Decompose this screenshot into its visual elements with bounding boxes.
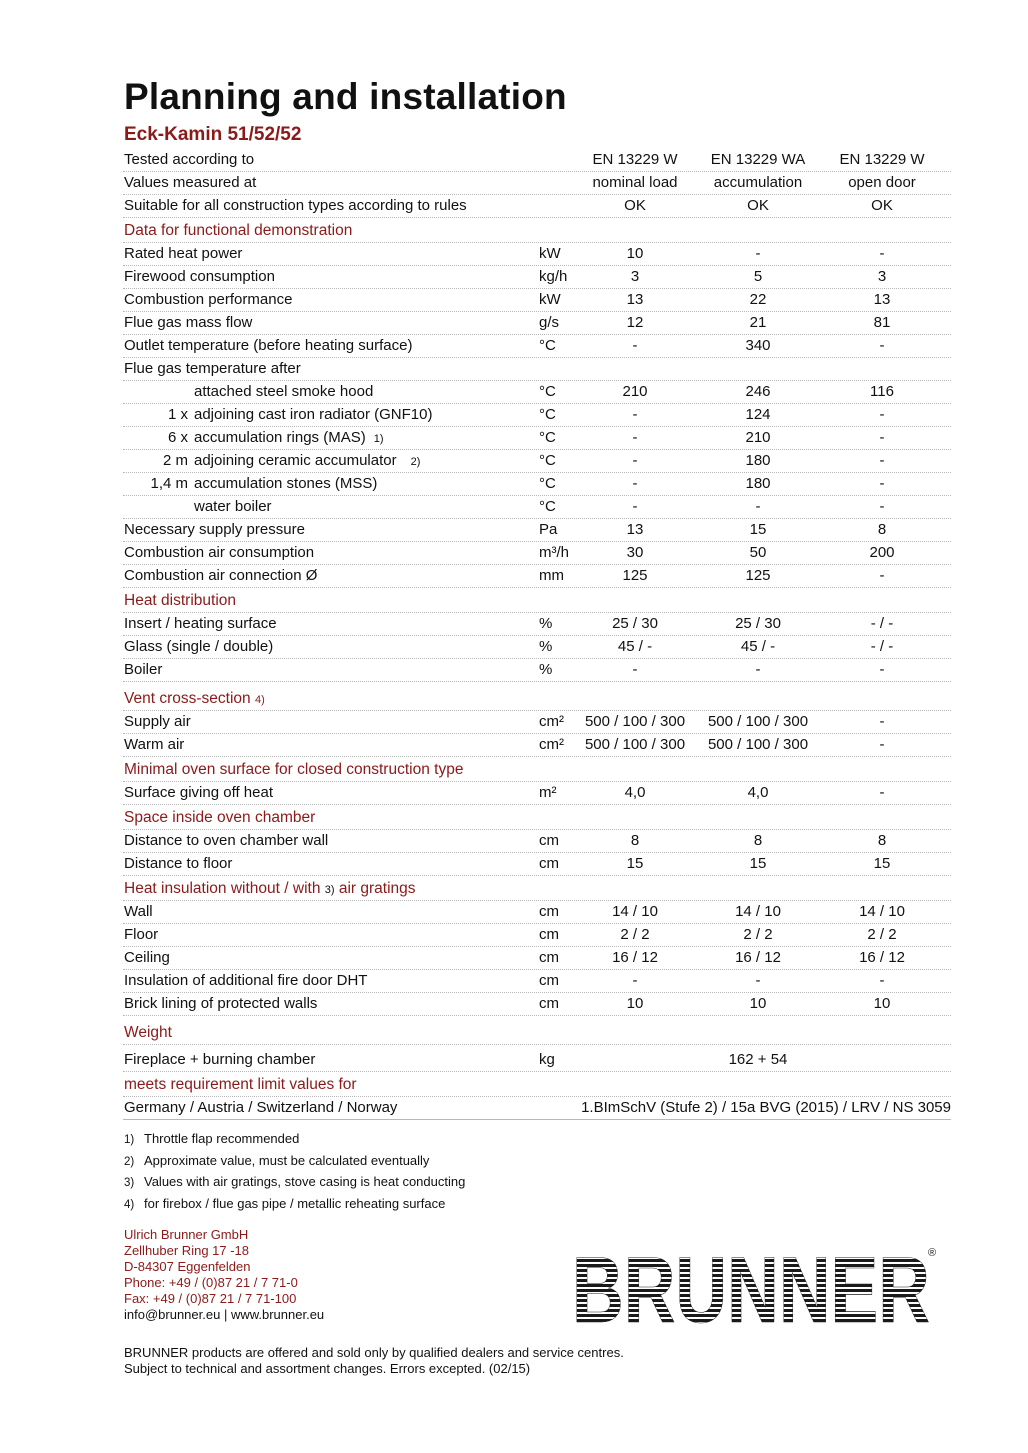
logo-wordmark: BRUNNER [572,1244,930,1328]
col3-value: open door [848,174,916,191]
col1-value: nominal load [592,174,678,191]
row-label: attached steel smoke hood [194,383,374,400]
footnote-ref: 1) [373,433,384,445]
col2-value: 25 / 30 [735,615,781,632]
row-unit: °C [539,383,556,400]
col1-value: - [632,498,638,515]
col2-value: 21 [749,314,767,331]
col1-value: 210 [622,383,648,400]
row-unit: °C [539,429,556,446]
row-label: Boiler [124,661,163,678]
col3-value: - [879,406,885,423]
row-unit: °C [539,475,556,492]
space-rows [123,830,951,876]
footnote-ref: 3) [324,884,335,896]
col3-value: EN 13229 W [839,151,925,168]
col3-value: - / - [870,615,894,632]
col3-value: - [879,736,885,753]
section-heading [123,1020,951,1045]
section-heading [123,218,951,243]
col1-value: OK [624,197,646,214]
col3-value: 200 [869,544,895,561]
col2-value: 22 [749,291,767,308]
heat-distribution-rows [123,613,951,682]
col3-value: - [879,337,885,354]
col3-value: - [879,245,885,262]
col1-value: - [632,661,638,678]
col3-value: - [879,713,885,730]
row-label: Fireplace + burning chamber [124,1051,316,1068]
col2-value: 4,0 [747,784,769,801]
row-label: Suitable for all construction types according to rules [124,197,467,214]
col2-value: - [755,661,761,678]
row-label: Insert / heating surface [124,615,277,632]
section-heading [123,686,951,711]
footnote: 4) for firebox / flue gas pipe / metallic reheating surface [124,1195,446,1211]
col3-value: - [879,972,885,989]
table-row [123,853,951,876]
col1-value: 8 [630,832,640,849]
row-unit: % [539,638,553,655]
section-title: Heat distribution [124,592,237,609]
section-title: Weight [124,1024,172,1041]
col2-value: OK [747,197,769,214]
col2-value: - [755,498,761,515]
table-row [123,542,951,565]
col1-value: - [632,337,638,354]
row-unit: cm [539,903,559,920]
col2-value: 15 [749,855,767,872]
row-label: Combustion performance [124,291,293,308]
row-label: Distance to floor [124,855,233,872]
table-row [123,289,951,312]
row-label: Insulation of additional fire door DHT [124,972,368,989]
row-unit: g/s [539,314,560,331]
row-label: adjoining cast iron radiator (GNF10) [194,406,433,423]
row-unit: °C [539,406,556,423]
registered-mark: ® [928,1247,937,1259]
col2-value: - [755,245,761,262]
section-title: Minimal oven surface for closed construction type [124,761,464,778]
col1-value: 4,0 [624,784,646,801]
row-unit: Pa [539,521,558,538]
row-label: Brick lining of protected walls [124,995,318,1012]
col1-value: 15 [626,855,644,872]
table-row [123,496,951,519]
row-unit: mm [539,567,564,584]
table-row [123,1097,951,1120]
row-prefix: 6 x [167,429,188,446]
col3-value: 3 [877,268,887,285]
row-label: Combustion air consumption [124,544,315,561]
row-label: Necessary supply pressure [124,521,305,538]
col1-value: 125 [622,567,648,584]
col2-value: 16 / 12 [735,949,781,966]
table-row [123,970,951,993]
col1-value: EN 13229 W [592,151,678,168]
table-row [123,565,951,588]
table-row [123,427,951,450]
section-title: Heat insulation without / with 3) air gratings [124,880,416,897]
row-label: Values measured at [124,174,257,191]
footnote-ref: 2) [410,456,421,468]
row-unit: cm [539,995,559,1012]
footnote-ref: 4) [254,694,265,706]
col1-value: 12 [626,314,644,331]
row-unit: kW [539,291,561,308]
table-row [123,734,951,757]
row-prefix: 2 m [162,452,188,469]
row-label: Rated heat power [124,245,243,262]
email-link[interactable]: info@brunner.eu [124,1307,221,1322]
functional-rows-after [123,519,951,588]
functional-rows [123,243,951,381]
col2-value: 180 [745,475,771,492]
col3-value: 13 [873,291,891,308]
col3-value: - / - [870,638,894,655]
col1-value: - [632,406,638,423]
min-surface-rows [123,782,951,805]
row-unit: °C [539,452,556,469]
col2-value: 162 + 54 [728,1051,788,1068]
table-row [123,358,951,381]
section-title: Space inside oven chamber [124,809,316,826]
section-heading [123,757,951,782]
col1-value: 45 / - [617,638,653,655]
product-subtitle: Eck-Kamin 51/52/52 [124,124,302,145]
row-unit: m³/h [539,544,569,561]
col1-value: 14 / 10 [612,903,658,920]
col1-value: 500 / 100 / 300 [584,713,686,730]
row-unit: cm² [539,713,564,730]
table-row [123,659,951,682]
row-unit: kg [539,1051,555,1068]
col3-value: - [879,452,885,469]
table-row [123,711,951,734]
col1-value: - [632,429,638,446]
col2-value: 210 [745,429,771,446]
row-prefix: 1 x [167,406,188,423]
col2-value: 125 [745,567,771,584]
page-title: Planning and installation [124,76,567,117]
table-row [123,636,951,659]
col2-value: 180 [745,452,771,469]
col2-value: 2 / 2 [743,926,773,943]
insulation-rows [123,901,951,1016]
footnote: 1) Throttle flap recommended [124,1131,300,1146]
footnote: 3) Values with air gratings, stove casing is heat conducting [124,1174,466,1189]
table-row [123,782,951,805]
flue-gas-sub-rows [123,381,951,519]
table-row [123,149,951,172]
phone: Phone: +49 / (0)87 21 / 7 71-0 [124,1275,298,1290]
section-heading [123,1072,951,1097]
footnotes [124,1129,465,1215]
table-row [123,195,951,218]
table-row [123,924,951,947]
col3-value: 16 / 12 [859,949,905,966]
table-row [123,312,951,335]
col2-value: 14 / 10 [735,903,781,920]
col3-value: - [879,475,885,492]
col2-value: 10 [749,995,767,1012]
street: Zellhuber Ring 17 -18 [124,1243,250,1258]
company-name: Ulrich Brunner GmbH [124,1227,249,1242]
row-unit: cm [539,855,559,872]
col1-value: - [632,475,638,492]
row-unit: kW [539,245,561,262]
col1-value: 13 [626,521,644,538]
section-title: meets requirement limit values for [124,1076,357,1093]
col1-value: 30 [626,544,644,561]
footer-disclaimer [124,1345,624,1377]
table-row [123,901,951,924]
col1-value: 13 [626,291,644,308]
section-title: Data for functional demonstration [124,222,353,239]
row-prefix: 1,4 m [150,475,188,492]
col1-value: 2 / 2 [620,926,650,943]
row-label: Flue gas mass flow [124,314,253,331]
col2-value: 50 [749,544,767,561]
col2-value: 246 [745,383,771,400]
footer-line: Subject to technical and assortment changes. Errors excepted. (02/15) [124,1361,531,1376]
col2-value: accumulation [713,174,803,191]
row-label: Ceiling [124,949,170,966]
table-row [123,243,951,266]
col1-value: 3 [630,268,640,285]
col3-value: 14 / 10 [859,903,905,920]
vent-rows [123,711,951,757]
requirement-value: 1.BImSchV (Stufe 2) / 15a BVG (2015) / LRV / NS 3059 [581,1099,951,1116]
col2-value: 500 / 100 / 300 [707,713,809,730]
table-row [123,613,951,636]
brunner-logo [572,1244,938,1328]
section-title: Vent cross-section 4) [124,690,265,707]
row-label: Supply air [124,713,191,730]
company-address: Ulrich Brunner GmbH Zellhuber Ring 17 -18 D-84307 Eggenfelden Phone: +49 / (0)87 21 / 7 71-0 Fax: +49 / (0)87 21 / 7 71-100 info@brunner.eu | www.brunner.eu [124,1227,325,1322]
col3-value: 81 [873,314,891,331]
col1-value: - [632,972,638,989]
col3-value: - [879,661,885,678]
col3-value: - [879,498,885,515]
row-unit: cm [539,926,559,943]
website-link[interactable]: www.brunner.eu [230,1307,325,1322]
row-unit: cm² [539,736,564,753]
table-row [123,830,951,853]
col2-value: 8 [753,832,763,849]
col1-value: 25 / 30 [612,615,658,632]
col3-value: - [879,567,885,584]
row-unit: % [539,615,553,632]
row-unit: cm [539,832,559,849]
row-label: Outlet temperature (before heating surface) [124,337,413,354]
footer-line: BRUNNER products are offered and sold only by qualified dealers and service centres. [124,1345,624,1360]
row-label: accumulation stones (MSS) [194,475,378,492]
row-label: Glass (single / double) [124,638,274,655]
col2-value: 45 / - [740,638,776,655]
table-row [123,172,951,195]
col2-value: EN 13229 WA [710,151,806,168]
row-unit: °C [539,498,556,515]
row-label: Combustion air connection Ø [124,567,318,584]
row-label: water boiler [194,498,272,515]
row-label: Germany / Austria / Switzerland / Norway [124,1099,398,1116]
table-row [123,266,951,289]
col3-value: 15 [873,855,891,872]
col1-value: - [632,452,638,469]
row-label: Warm air [124,736,185,753]
col1-value: 10 [626,245,644,262]
table-row [123,335,951,358]
section-heading [123,876,951,901]
col3-value: - [879,429,885,446]
col2-value: - [755,972,761,989]
col3-value: OK [871,197,893,214]
row-unit: °C [539,337,556,354]
col2-value: 124 [745,406,771,423]
row-label: Wall [124,903,153,920]
col3-value: 2 / 2 [867,926,897,943]
row-label: Surface giving off heat [124,784,273,801]
spec-table [123,149,951,1120]
footnote: 2) Approximate value, must be calculated eventually [124,1152,430,1168]
col3-value: 116 [870,383,894,400]
row-label: Distance to oven chamber wall [124,832,329,849]
col3-value: 10 [873,995,891,1012]
table-row [123,381,951,404]
row-unit: m² [539,784,557,801]
col3-value: 8 [877,832,887,849]
city: D-84307 Eggenfelden [124,1259,251,1274]
row-label: adjoining ceramic accumulator 2) [194,452,421,469]
col2-value: 15 [749,521,767,538]
row-unit: % [539,661,553,678]
table-row [123,519,951,542]
table-row [123,450,951,473]
table-row [123,993,951,1016]
col3-value: - [879,784,885,801]
col2-value: 5 [753,268,763,285]
col1-value: 10 [626,995,644,1012]
row-unit: cm [539,972,559,989]
row-label: Flue gas temperature after [124,360,301,377]
col3-value: 8 [877,521,887,538]
row-label: accumulation rings (MAS) 1) [194,429,384,446]
section-heading [123,805,951,830]
table-row [123,473,951,496]
row-label: Tested according to [124,151,255,168]
row-label: Floor [124,926,159,943]
col2-value: 500 / 100 / 300 [707,736,809,753]
table-row [123,947,951,970]
col1-value: 500 / 100 / 300 [584,736,686,753]
row-unit: cm [539,949,559,966]
table-row [123,404,951,427]
col1-value: 16 / 12 [612,949,658,966]
section-heading [123,588,951,613]
fax: Fax: +49 / (0)87 21 / 7 71-100 [124,1291,297,1306]
row-label: Firewood consumption [124,268,275,285]
table-row [123,1049,951,1072]
row-unit: kg/h [539,268,568,285]
col2-value: 340 [745,337,771,354]
